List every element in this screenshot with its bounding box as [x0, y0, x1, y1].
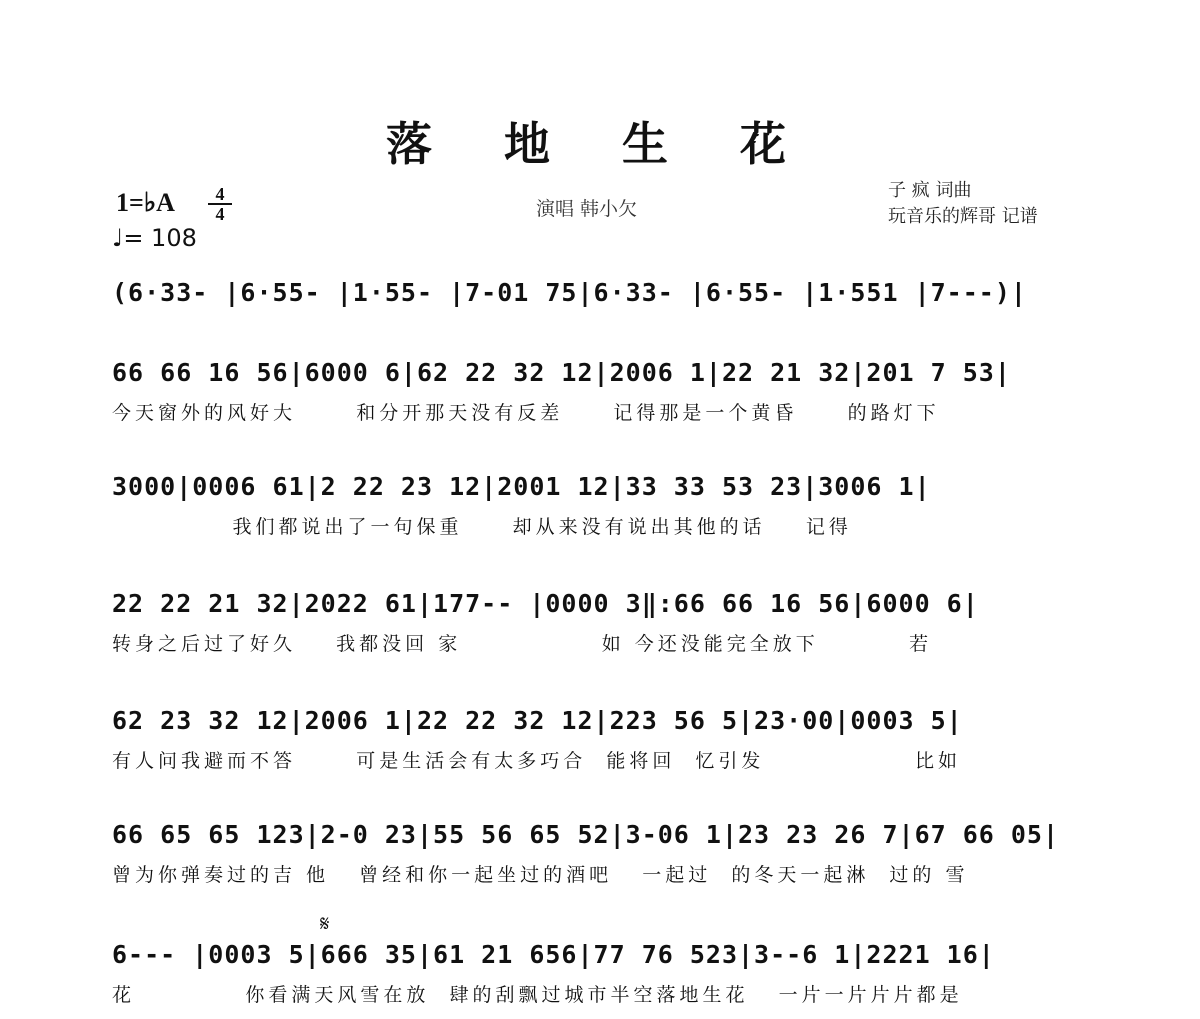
notes-row: 22 22 21 32|2022 61|177-- |0000 3‖:66 66 16 56|6000 6| — [112, 589, 979, 618]
singer-credit: 演唱 韩小欠 — [536, 198, 638, 220]
key-signature: 1=♭A — [116, 188, 175, 217]
time-signature-top: 4 — [208, 185, 232, 205]
score-line-6 — [112, 820, 1092, 888]
notes-row: 6--- |0003 5|666 35|61 21 656|77 76 523|3--6 1|2221 16| — [112, 940, 995, 969]
lyricist-composer: 子 疯 词曲 — [888, 180, 972, 201]
lyrics-row — [112, 318, 1092, 346]
lyrics-row: 曾为你弹奏过的吉 他 曾经和你一起坐过的酒吧 一起过 的冬天一起淋 过的 雪 — [112, 864, 969, 886]
lyrics-row: 有人问我避而不答 可是生活会有太多巧合 能将回 忆引发 比如 — [112, 750, 961, 772]
lyrics-row: 转身之后过了好久 我都没回 家 如 今还没能完全放下 若 — [112, 633, 933, 655]
segno-icon: 𝄋 — [320, 912, 330, 937]
lyrics-row: 今天窗外的风好大 和分开那天没有反差 记得那是一个黄昏 的路灯下 — [112, 402, 940, 424]
score-line-2 — [112, 358, 1092, 426]
credits — [888, 178, 1088, 230]
notes-row: 62 23 32 12|2006 1|22 22 32 12|223 56 5|23·00|0003 5| — [112, 706, 963, 735]
score-line-4 — [112, 589, 1092, 657]
time-signature-bottom: 4 — [215, 204, 225, 224]
transcriber: 玩音乐的辉哥 记谱 — [888, 206, 1038, 227]
score-line-5 — [112, 706, 1092, 774]
lyrics-row: 我们都说出了一句保重 却从来没有说出其他的话 记得 — [112, 516, 852, 538]
tempo-marking: ♩= 108 — [112, 224, 197, 252]
lyrics-row: 花 你看满天风雪在放 肆的刮飘过城市半空落地生花 一片一片片片都是 — [112, 984, 963, 1006]
song-title: 落 地 生 花 — [385, 117, 815, 171]
score-line-3 — [112, 472, 1092, 540]
notes-row: 66 66 16 56|6000 6|62 22 32 12|2006 1|22 21 32|201 7 53| — [112, 358, 1011, 387]
score-line-1 — [112, 278, 1092, 346]
notes-row: 3000|0006 61|2 22 23 12|2001 12|33 33 53 23|3006 1| — [112, 472, 931, 501]
score-line-7 — [112, 940, 1092, 1008]
time-signature — [208, 185, 232, 223]
notes-row: 66 65 65 123|2-0 23|55 56 65 52|3-06 1|23 23 26 7|67 66 05| — [112, 820, 1060, 849]
notes-row: (6·33- |6·55- |1·55- |7-01 75|6·33- |6·55- |1·551 |7---)| — [112, 278, 1027, 307]
